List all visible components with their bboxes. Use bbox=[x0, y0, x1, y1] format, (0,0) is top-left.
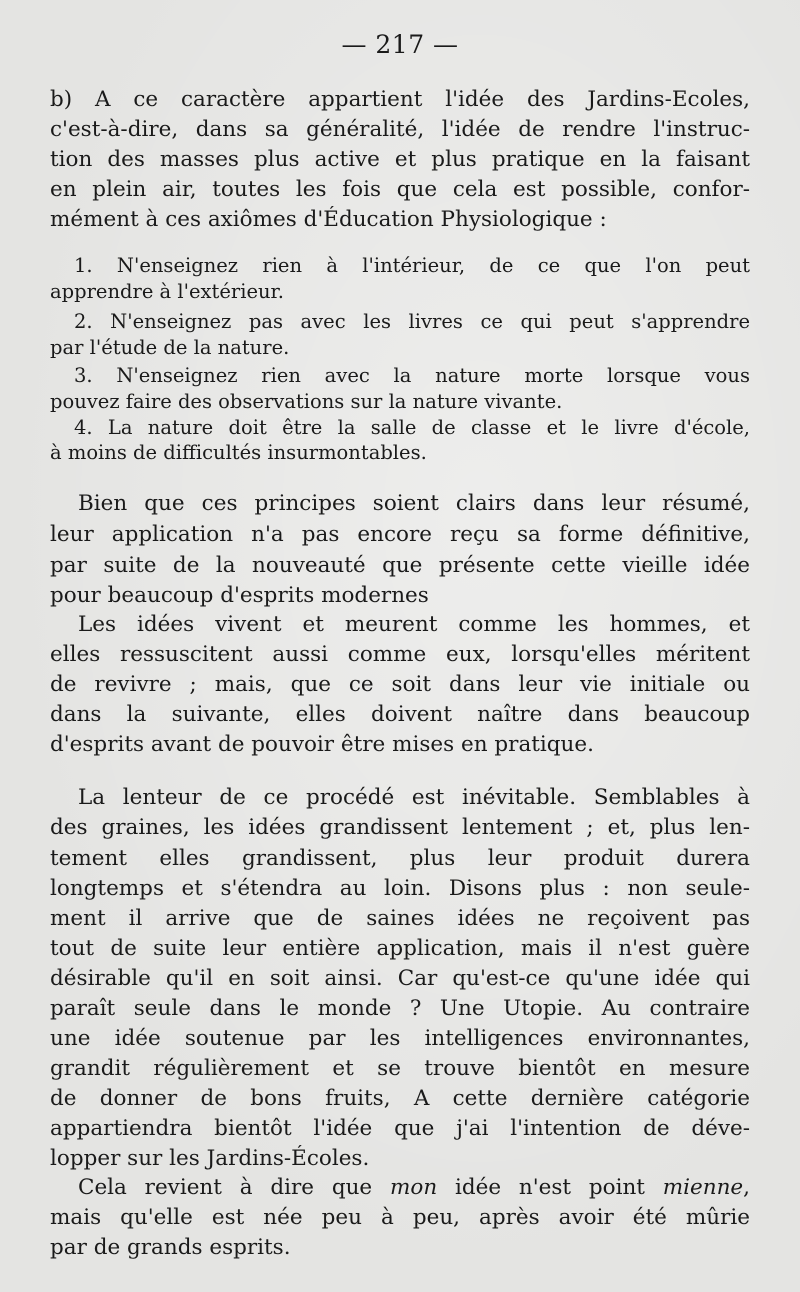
axiom-3-line-2: pouvez faire des observations sur la nature vivante. bbox=[50, 390, 563, 413]
slowness-line-3: tement elles grandissent, plus leur produit durera bbox=[50, 846, 750, 871]
closing-emphasis-mon: mon bbox=[389, 1175, 438, 1200]
slowness-line-1: La lenteur de ce procédé est inévitable. Semblables à bbox=[78, 785, 750, 810]
closing-line-1 bbox=[78, 1174, 750, 1201]
principles-line-3: par suite de la nouveauté que présente cette vieille idée bbox=[50, 553, 750, 578]
closing-emphasis-mienne: mienne bbox=[662, 1175, 744, 1200]
slowness-line-8: paraît seule dans le monde ? Une Utopie. Au contraire bbox=[50, 996, 750, 1021]
closing-line-1-part-1: Cela revient à dire que bbox=[78, 1175, 390, 1200]
slowness-line-13: lopper sur les Jardins-Écoles. bbox=[50, 1146, 370, 1171]
paragraph-b-line-5: mément à ces axiômes d'Éducation Physiologique : bbox=[50, 207, 607, 232]
closing-line-1-part-2: idée n'est point bbox=[437, 1175, 663, 1200]
paragraph-b-line-3: tion des masses plus active et plus pratique en la faisant bbox=[50, 147, 750, 172]
paragraph-b-line-2: c'est-à-dire, dans sa généralité, l'idée de rendre l'instruc- bbox=[50, 117, 750, 142]
principles-line-2: leur application n'a pas encore reçu sa forme définitive, bbox=[50, 522, 750, 547]
axiom-2-line-2: par l'étude de la nature. bbox=[50, 336, 290, 359]
slowness-line-10: grandit régulièrement et se trouve bientôt en mesure bbox=[50, 1056, 750, 1081]
slowness-line-9: une idée soutenue par les intelligences environnantes, bbox=[50, 1026, 750, 1051]
principles-line-4: pour beaucoup d'esprits modernes bbox=[50, 583, 429, 608]
slowness-line-4: longtemps et s'étendra au loin. Disons plus : non seule- bbox=[50, 876, 750, 901]
ideas-line-1: Les idées vivent et meurent comme les hommes, et bbox=[78, 612, 750, 637]
paragraph-b-line-1: b) A ce caractère appartient l'idée des Jardins-Ecoles, bbox=[50, 87, 750, 112]
paragraph-b-line-4: en plein air, toutes les fois que cela est possible, confor- bbox=[50, 177, 750, 202]
slowness-line-11: de donner de bons fruits, A cette dernière catégorie bbox=[50, 1086, 750, 1111]
ideas-line-4: dans la suivante, elles doivent naître dans beaucoup bbox=[50, 702, 750, 727]
closing-line-1-part-3: , bbox=[743, 1175, 750, 1200]
ideas-line-5: d'esprits avant de pouvoir être mises en pratique. bbox=[50, 732, 594, 757]
axiom-4-line-2: à moins de difficultés insurmontables. bbox=[50, 441, 427, 464]
axiom-2-line-1: 2. N'enseignez pas avec les livres ce qui peut s'apprendre bbox=[74, 310, 750, 333]
closing-line-3: par de grands esprits. bbox=[50, 1235, 291, 1260]
axiom-1-line-2: apprendre à l'extérieur. bbox=[50, 280, 284, 303]
page-number: — 217 — bbox=[341, 30, 459, 59]
slowness-line-5: ment il arrive que de saines idées ne reçoivent pas bbox=[50, 906, 750, 931]
slowness-line-12: appartiendra bientôt l'idée que j'ai l'intention de déve- bbox=[50, 1116, 750, 1141]
ideas-line-2: elles ressuscitent aussi comme eux, lorsqu'elles méritent bbox=[50, 642, 750, 667]
axiom-4-line-1: 4. La nature doit être la salle de classe et le livre d'école, bbox=[74, 416, 750, 439]
axiom-3-line-1: 3. N'enseignez rien avec la nature morte lorsque vous bbox=[74, 364, 750, 387]
ideas-line-3: de revivre ; mais, que ce soit dans leur vie initiale ou bbox=[50, 672, 750, 697]
slowness-line-2: des graines, les idées grandissent lentement ; et, plus len- bbox=[50, 815, 750, 840]
slowness-line-6: tout de suite leur entière application, mais il n'est guère bbox=[50, 936, 750, 961]
axiom-1-line-1: 1. N'enseignez rien à l'intérieur, de ce que l'on peut bbox=[74, 254, 750, 277]
principles-line-1: Bien que ces principes soient clairs dans leur résumé, bbox=[78, 491, 750, 516]
slowness-line-7: désirable qu'il en soit ainsi. Car qu'est-ce qu'une idée qui bbox=[50, 966, 750, 991]
closing-line-2: mais qu'elle est née peu à peu, après avoir été mûrie bbox=[50, 1205, 750, 1230]
